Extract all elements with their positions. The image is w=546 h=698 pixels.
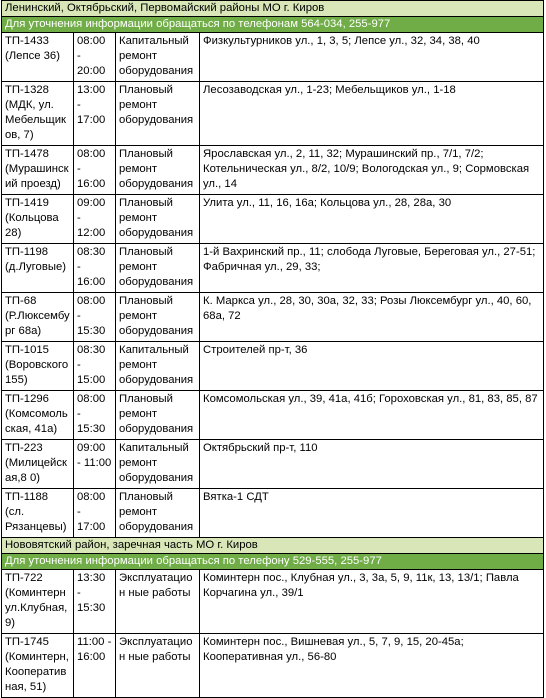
- time-cell: 09:00 - 12:00: [74, 195, 116, 244]
- time-cell: 09:00 - 11:00: [74, 440, 116, 489]
- addresses-cell: Лесозаводская ул., 1-23; Мебельщиков ул., 1-18: [200, 82, 544, 146]
- outage-table-body: [2, 1, 544, 698]
- time-cell: 11:00 - 16:00: [74, 634, 116, 698]
- addresses-cell: Физкультурников ул., 1, 3, 5; Лепсе ул., 32, 34, 38, 40: [200, 33, 544, 82]
- table-row: [2, 634, 544, 698]
- addresses-cell: Коминтерн пос., Вишневая ул., 5, 7, 9, 15, 20-45а; Кооперативная ул., 56-80: [200, 634, 544, 698]
- section-title: Ленинский, Октябрьский, Первомайский районы МО г. Киров: [2, 1, 544, 17]
- addresses-cell: К. Маркса ул., 28, 30, 30а, 32, 33; Розы Люксембург ул., 40, 60, 68а, 72: [200, 293, 544, 342]
- time-cell: 08:00 - 20:00: [74, 33, 116, 82]
- section-phone-info: Для уточнения информации обращаться по телефонам 564-034, 255-977: [2, 17, 544, 33]
- table-row: [2, 570, 544, 634]
- substation-cell: ТП-1745 (Коминтерн, Кооперативная, 51): [2, 634, 74, 698]
- work-type-cell: Плановый ремонт оборудования: [116, 391, 200, 440]
- work-type-cell: Плановый ремонт оборудования: [116, 489, 200, 538]
- substation-cell: ТП-68 (Р.Люксембург 68а): [2, 293, 74, 342]
- substation-cell: ТП-1419 (Кольцова 28): [2, 195, 74, 244]
- addresses-cell: Вятка-1 СДТ: [200, 489, 544, 538]
- addresses-cell: Октябрьский пр-т, 110: [200, 440, 544, 489]
- time-cell: 08:00 - 15:30: [74, 293, 116, 342]
- substation-cell: ТП-223 (Милицейская,8 0): [2, 440, 74, 489]
- substation-cell: ТП-1433 (Лепсе 36): [2, 33, 74, 82]
- time-cell: 08:00 - 15:30: [74, 391, 116, 440]
- substation-cell: ТП-722 (Коминтерн ул.Клубная,9): [2, 570, 74, 634]
- table-row: [2, 195, 544, 244]
- substation-cell: ТП-1328 (МДК, ул. Мебельщиков, 7): [2, 82, 74, 146]
- addresses-cell: 1-й Вахринский пр., 11; слобода Луговые, Береговая ул., 27-51; Фабричная ул., 29, 33;: [200, 244, 544, 293]
- addresses-cell: Строителей пр-т, 36: [200, 342, 544, 391]
- time-cell: 08:00 - 17:00: [74, 489, 116, 538]
- section-phone-row: [2, 17, 544, 33]
- time-cell: 13:30 - 15:30: [74, 570, 116, 634]
- work-type-cell: Плановый ремонт оборудования: [116, 293, 200, 342]
- section-phone-row: [2, 554, 544, 570]
- addresses-cell: Ярославская ул., 2, 11, 32; Мурашинский пр., 7/1, 7/2; Котельническая ул., 8/2, 10/9; Вологодская ул., 9; Сормовская ул., 14: [200, 146, 544, 195]
- addresses-cell: Улита ул., 11, 16, 16а; Кольцова ул., 28, 28а, 30: [200, 195, 544, 244]
- section-title-row: [2, 1, 544, 17]
- addresses-cell: Коминтерн пос., Клубная ул., 3, 3а, 5, 9, 11к, 13, 13/1; Павла Корчагина ул., 39/1: [200, 570, 544, 634]
- section-title-row: [2, 538, 544, 554]
- time-cell: 08:30 - 15:00: [74, 342, 116, 391]
- work-type-cell: Капитальный ремонт оборудования: [116, 33, 200, 82]
- table-row: [2, 489, 544, 538]
- substation-cell: ТП-1188 (сл. Рязанцевы): [2, 489, 74, 538]
- table-row: [2, 146, 544, 195]
- table-row: [2, 82, 544, 146]
- table-row: [2, 391, 544, 440]
- section-title: Нововятский район, заречная часть МО г. Киров: [2, 538, 544, 554]
- section-phone-info: Для уточнения информации обращаться по телефону 529-555, 255-977: [2, 554, 544, 570]
- substation-cell: ТП-1198 (д.Луговые): [2, 244, 74, 293]
- work-type-cell: Капитальный ремонт оборудования: [116, 440, 200, 489]
- time-cell: 08:00 - 16:00: [74, 146, 116, 195]
- work-type-cell: Плановый ремонт оборудования: [116, 82, 200, 146]
- time-cell: 13:00 - 17:00: [74, 82, 116, 146]
- time-cell: 08:30 - 16:00: [74, 244, 116, 293]
- table-row: [2, 33, 544, 82]
- substation-cell: ТП-1015 (Воровского 155): [2, 342, 74, 391]
- table-row: [2, 440, 544, 489]
- work-type-cell: Плановый ремонт оборудования: [116, 146, 200, 195]
- work-type-cell: Эксплуатацион ные работы: [116, 634, 200, 698]
- table-row: [2, 342, 544, 391]
- work-type-cell: Эксплуатацион ные работы: [116, 570, 200, 634]
- work-type-cell: Плановый ремонт оборудования: [116, 244, 200, 293]
- table-row: [2, 244, 544, 293]
- substation-cell: ТП-1478 (Мурашинский проезд): [2, 146, 74, 195]
- substation-cell: ТП-1296 (Комсомольская, 41а): [2, 391, 74, 440]
- work-type-cell: Плановый ремонт оборудования: [116, 195, 200, 244]
- table-row: [2, 293, 544, 342]
- outage-table: [1, 0, 544, 698]
- addresses-cell: Комсомольская ул., 39, 41а, 41б; Гороховская ул., 81, 83, 85, 87: [200, 391, 544, 440]
- work-type-cell: Капитальный ремонт оборудования: [116, 342, 200, 391]
